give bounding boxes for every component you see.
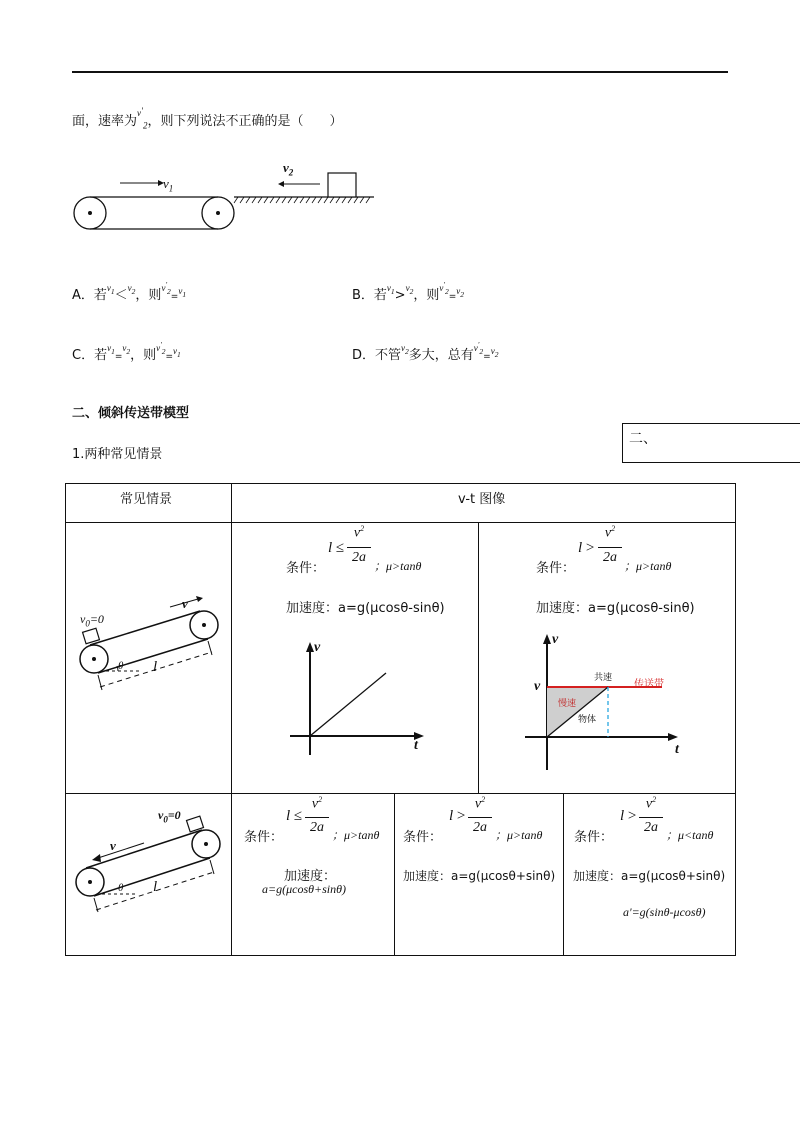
section-subheading: 1.两种常见情景 xyxy=(72,447,163,462)
r1b-cond-num: $v^2$ xyxy=(604,524,616,541)
r1b-cond-den: 2a xyxy=(603,550,617,565)
r1b-vt-graph xyxy=(520,632,685,772)
row2-v-label: v xyxy=(110,838,116,853)
stem-sup: ' xyxy=(141,105,143,116)
r1b-accel: 加速度：a=g(μcosθ-sinθ) xyxy=(536,601,695,616)
row2-l-label: l xyxy=(153,879,158,895)
r1b-label-belt: 传送带 xyxy=(634,679,664,690)
r2b-cond-tail: ；μ>tanθ xyxy=(495,828,543,842)
r2a-cond-tail: ；μ>tanθ xyxy=(332,828,380,842)
r2b-cond-den: 2a xyxy=(473,820,487,835)
r1b-label-common: 共速 xyxy=(594,673,613,683)
horizontal-belt-figure xyxy=(66,160,386,240)
r2b-cond-num: $v^2$ xyxy=(474,795,486,812)
row1-theta-label: θ xyxy=(118,660,124,672)
col-header-scene: 常见情景 xyxy=(120,492,173,507)
r1a-cond-label: 条件： xyxy=(286,561,326,576)
r1a-accel: 加速度：a=g(μcosθ-sinθ) xyxy=(286,601,445,616)
top-rule xyxy=(72,71,728,73)
r1b-label-v: v xyxy=(534,679,541,694)
option-a[interactable]: A．若$^{v_1}$＜$^{v_2}$，则$^{v'_2}$=$^{v_1}$ xyxy=(72,280,187,303)
r2a-cond-l: l ≤ xyxy=(286,808,303,824)
row2-theta-label: θ xyxy=(118,882,124,894)
r1a-axis-t: t xyxy=(414,738,418,753)
r2c-cond-den: 2a xyxy=(644,820,658,835)
r1b-axis-v: v xyxy=(552,632,559,647)
section-heading: 二、倾斜传送带模型 xyxy=(72,406,190,421)
question-stem xyxy=(72,105,343,131)
r2b-cond-label: 条件： xyxy=(403,830,443,845)
row1-v0-label: $v_0=0$ xyxy=(80,612,104,629)
r2c-cond-num: $v^2$ xyxy=(645,795,657,812)
r2a-accel-label: 加速度： xyxy=(284,869,337,884)
r1a-cond-den: 2a xyxy=(352,550,366,565)
r1a-cond-tail: ；μ>tanθ xyxy=(374,559,422,573)
r2b-cond-l: l > xyxy=(449,808,466,824)
r2c-cond-l: l > xyxy=(620,808,637,824)
r1b-label-obj: 物体 xyxy=(578,715,597,725)
row2-v0-label: $v_0=0$ xyxy=(158,808,181,825)
option-d[interactable]: D．不管$^{v_2}$多大，总有$^{v'_2}$=$^{v_2}$ xyxy=(352,340,499,363)
r1b-cond-l: l > xyxy=(578,540,595,556)
r1b-cond-tail: ；μ>tanθ xyxy=(624,559,672,573)
r1b-axis-t: t xyxy=(675,742,679,757)
r2a-cond-den: 2a xyxy=(310,820,324,835)
fig-v2-label: $v_2$ xyxy=(283,160,294,178)
r1a-vt-graph xyxy=(282,640,432,760)
r2a-cond-label: 条件： xyxy=(244,830,284,845)
corner-box: 二、 xyxy=(622,423,800,463)
option-c[interactable]: C．若$^{v_1}$=$^{v_2}$，则$^{v'_2}$=$^{v_1}$ xyxy=(72,340,181,363)
fig-v1-label: $v_1$ xyxy=(163,176,174,194)
r1b-cond-label: 条件： xyxy=(536,561,576,576)
r2c-cond-tail: ；μ<tanθ xyxy=(666,828,714,842)
r1a-cond-l: l ≤ xyxy=(328,540,345,556)
r1a-cond-num: $v^2$ xyxy=(353,524,365,541)
row1-v-label: v xyxy=(182,596,188,611)
incline-down-scene xyxy=(70,812,230,922)
r2a-cond-num: $v^2$ xyxy=(311,795,323,812)
option-b[interactable]: B．若$^{v_1}$>$^{v_2}$，则$^{v'_2}$=$^{v_2}$ xyxy=(352,280,464,303)
stem-prefix: 面，速率为 xyxy=(72,114,138,129)
stem-var: v xyxy=(137,108,142,118)
r2a-accel: a=g(μcosθ+sinθ) xyxy=(262,882,346,896)
r1a-axis-v: v xyxy=(314,640,321,655)
stem-suffix: ，则下列说法不正确的是（ ） xyxy=(147,114,343,129)
r2c-cond-label: 条件： xyxy=(574,830,614,845)
stem-sub: 2 xyxy=(142,120,148,131)
r2c-accel2: a'=g(sinθ-μcosθ) xyxy=(623,905,706,919)
r2c-accel: 加速度：a=g(μcosθ+sinθ) xyxy=(573,869,726,883)
col-header-vt: v-t 图像 xyxy=(458,492,506,507)
r2b-accel: 加速度：a=g(μcosθ+sinθ) xyxy=(403,869,556,883)
r1b-label-slow: 慢速 xyxy=(558,699,577,709)
row1-l-label: l xyxy=(153,659,158,675)
